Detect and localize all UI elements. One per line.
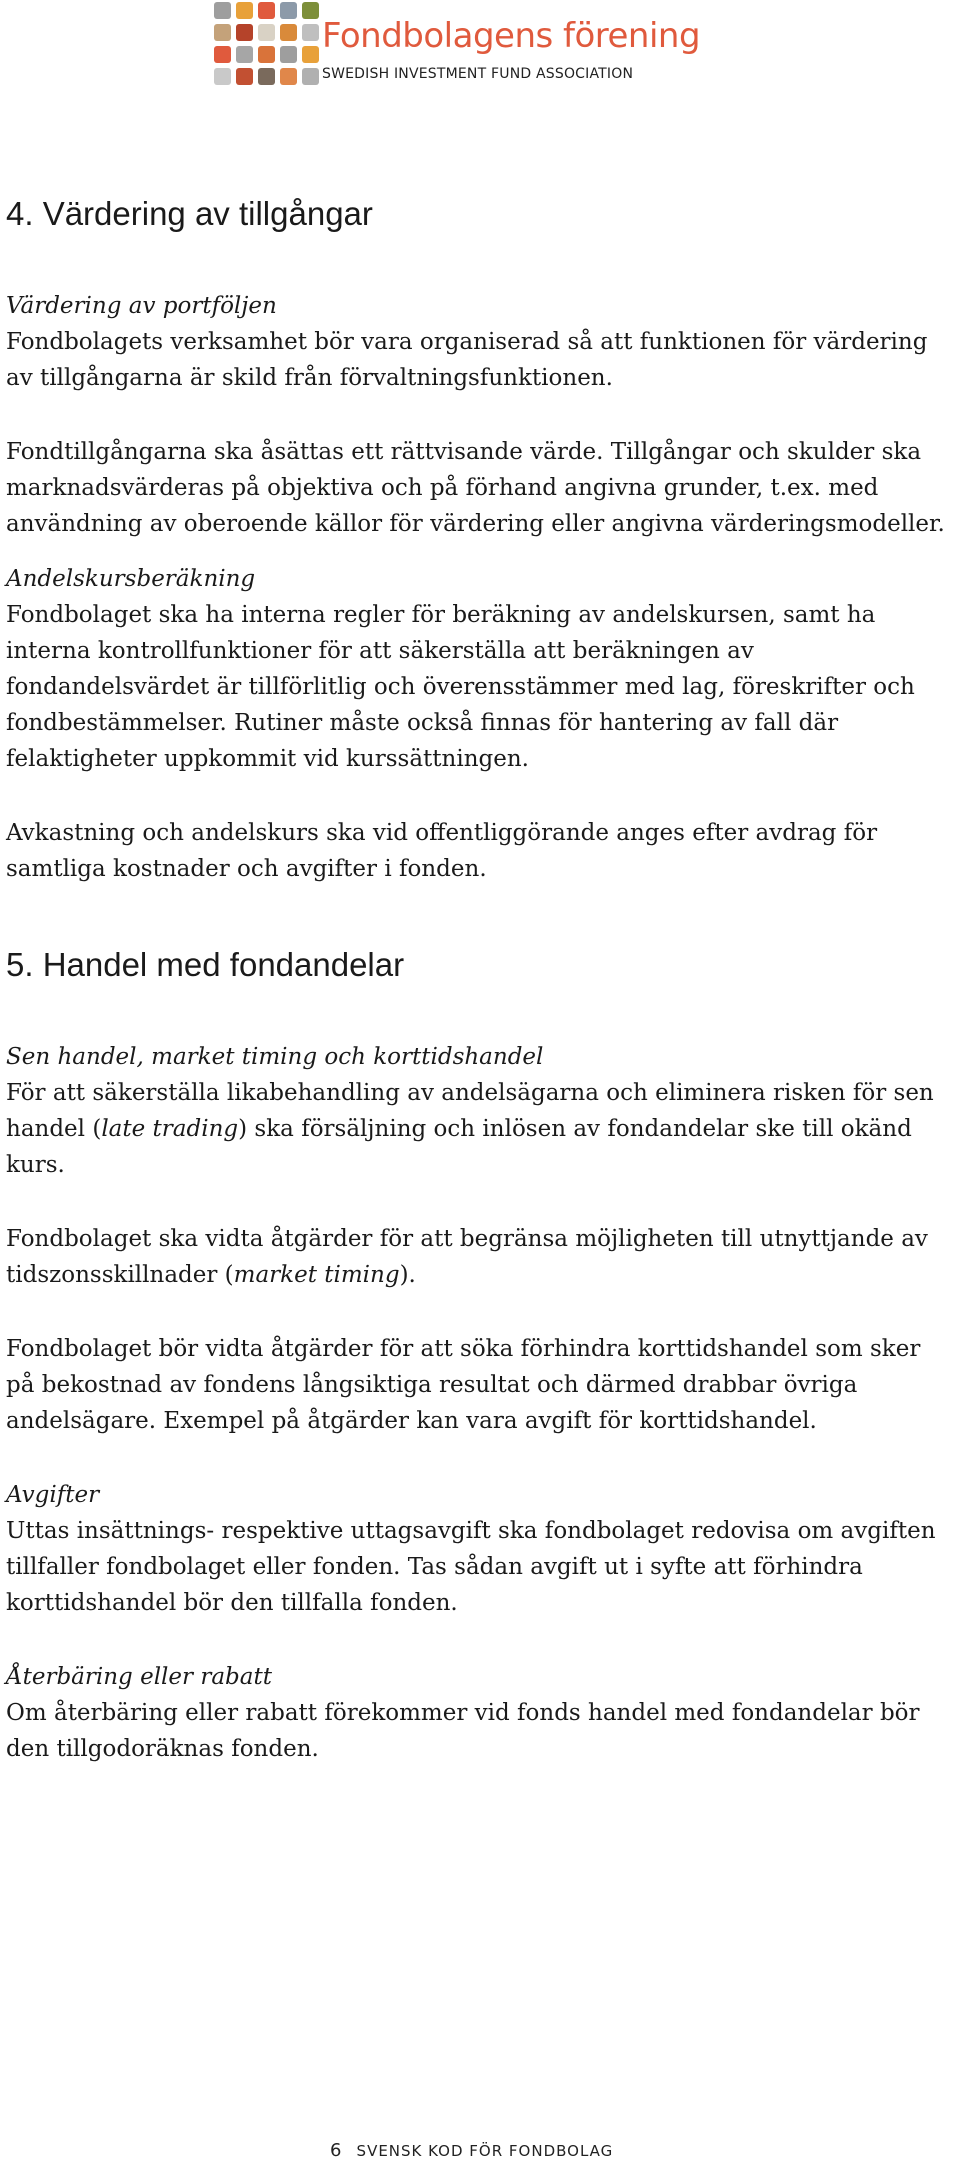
logo-tile (280, 2, 297, 19)
logo-tile (280, 46, 297, 63)
paragraph (6, 1075, 956, 1183)
logo-tile (280, 24, 297, 41)
paragraph: Avkastning och andelskurs ska vid offentliggörande anges efter avdrag för samtliga kostnader och avgifter i fonden. (6, 820, 878, 882)
logo-tile (214, 2, 231, 19)
subheading-rebate: Återbäring eller rabatt (6, 1664, 272, 1690)
text-run: För att säkerställa likabehandling av andelsägarna och eliminera risken för sen handel ( (6, 1080, 934, 1142)
footer-title: SVENSK KOD FÖR FONDBOLAG (356, 2142, 614, 2160)
logo-tile (258, 68, 275, 85)
logo-tile (236, 2, 253, 19)
page-footer (330, 2140, 613, 2161)
logo-tile (258, 24, 275, 41)
paragraph (6, 1221, 956, 1293)
text-run: ). (399, 1262, 416, 1288)
logo-tile (236, 68, 253, 85)
logo-tile (214, 68, 231, 85)
logo-tile (302, 2, 319, 19)
logo-name: Fondbolagens förening (322, 16, 701, 56)
logo-tile (258, 2, 275, 19)
section-4-heading: 4. Värdering av tillgångar (6, 195, 373, 232)
paragraph: Fondtillgångarna ska åsättas ett rättvisande värde. Tillgångar och skulder ska marknadsvärderas på objektiva och på förhand angivna grunder, t.ex. med användning av oberoende källor för värdering eller angivna värderingsmodeller. (6, 439, 945, 537)
subheading-unit-price-calculation: Andelskursberäkning (6, 566, 256, 592)
text-run: ) ska försäljning och inlösen av fondandelar ske till okänd kurs. (6, 1116, 912, 1178)
logo-tile (236, 46, 253, 63)
subheading-portfolio-valuation: Värdering av portföljen (6, 293, 277, 319)
logo-tile (214, 46, 231, 63)
paragraph: Uttas insättnings- respektive uttagsavgift ska fondbolaget redovisa om avgiften tillfaller fondbolaget eller fonden. Tas sådan avgift ut i syfte att förhindra korttidshandel bör den tillfalla fonden. (6, 1518, 936, 1616)
association-logo (214, 0, 701, 92)
main-content (6, 194, 956, 1767)
emphasis: market timing (233, 1262, 400, 1288)
logo-tile (302, 68, 319, 85)
emphasis: late trading (101, 1116, 239, 1142)
logo-tile (258, 46, 275, 63)
paragraph: Om återbäring eller rabatt förekommer vid fonds handel med fondandelar bör den tillgodoräknas fonden. (6, 1700, 920, 1762)
section-5-heading: 5. Handel med fondandelar (6, 946, 405, 983)
paragraph: Fondbolagets verksamhet bör vara organiserad så att funktionen för värdering av tillgångarna är skild från förvaltningsfunktionen. (6, 329, 928, 391)
logo-tile (280, 68, 297, 85)
logo-tile (302, 46, 319, 63)
paragraph: Fondbolaget bör vidta åtgärder för att söka förhindra korttidshandel som sker på bekostnad av fondens långsiktiga resultat och därmed drabbar övriga andelsägare. Exempel på åtgärder kan vara avgift för korttidshandel. (6, 1336, 921, 1434)
page-number: 6 (330, 2140, 342, 2161)
text-run: Fondbolaget ska vidta åtgärder för att begränsa möjligheten till utnyttjande av tidszonsskillnader ( (6, 1226, 928, 1288)
logo-tile (214, 24, 231, 41)
subheading-late-trading: Sen handel, market timing och korttidshandel (6, 1044, 544, 1070)
paragraph: Fondbolaget ska ha interna regler för beräkning av andelskursen, samt ha interna kontrollfunktioner för att säkerställa att beräkningen av fondandelsvärdet är tillförlitlig och överensstämmer med lag, föreskrifter och fondbestämmelser. Rutiner måste också finnas för hantering av fall där felaktigheter uppkommit vid kurssättningen. (6, 602, 915, 772)
subheading-fees: Avgifter (6, 1482, 100, 1508)
logo-subtitle: SWEDISH INVESTMENT FUND ASSOCIATION (322, 66, 634, 82)
logo-tile (302, 24, 319, 41)
logo-tile (236, 24, 253, 41)
